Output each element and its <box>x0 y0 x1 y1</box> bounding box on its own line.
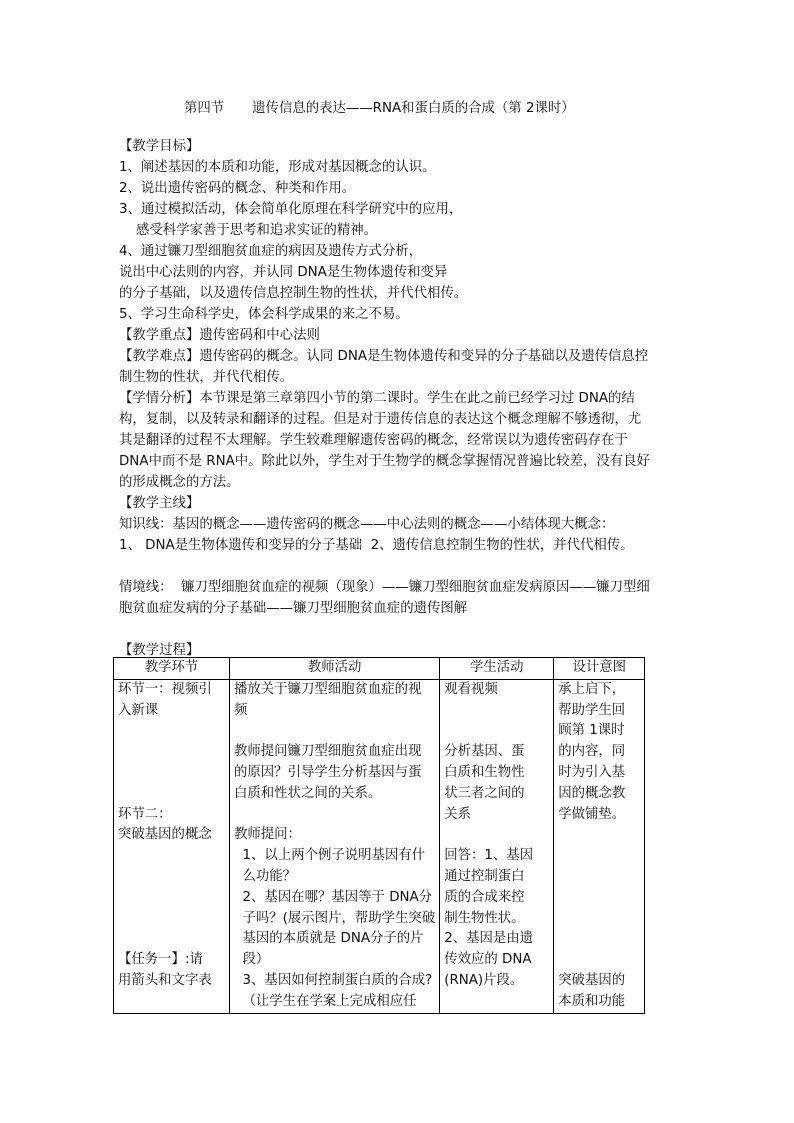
header-student-activity: 学生活动 <box>440 658 554 680</box>
body-line: 其是翻译的过程不太理解。学生较难理解遗传密码的概念，经常误以为遗传密码存在于 <box>119 433 628 448</box>
body-line: 制生物的性状，并代代相传。 <box>119 370 294 385</box>
table-header-row <box>114 658 645 680</box>
body-line: 感受科学家善于思考和追求实证的精神。 <box>119 223 378 238</box>
body-line: 构，复制，以及转录和翻译的过程。但是对于遗传信息的表达这个概念理解不够透彻，尤 <box>119 412 642 427</box>
design-intent-cell: 承上启下， 帮助学生回 顾第 1课时 的内容，同 时为引入基 因的概念教 学做铺垫。 突破基因的 本质和功能 <box>558 681 626 1009</box>
body-line: 【教学主线】 <box>119 496 200 511</box>
teacher-activity-cell: 播放关于镰刀型细胞贫血症的视 频 教师提问镰刀型细胞贫血症出现 的原因？引导学生分析基因与蛋 白质和性状之间的关系。 教师提问： 1、以上两个例子说明基因有什 么功能？ 2、基因在哪？基因等于 DNA分 子吗？(展示图片，帮助学生突破 基因的本质就是 DNA分子的片 段） 3、基因如何控制蛋白质的合成? （让学生在学案上完成相应任 <box>234 681 436 1009</box>
body-line: 的形成概念的方法。 <box>119 475 240 490</box>
student-activity-cell: 观看视频 分析基因、蛋 白质和生物性 状三者之间的 关系 回答：1、基因 通过控制蛋白 质的合成来控 制生物性状。 2、基因是由遗 传效应的 DNA (RNA)片段。 <box>444 681 534 988</box>
section-number: 第四节 <box>184 101 225 116</box>
body-line: 说出中心法则的内容，并认同 DNA是生物体遗传和变异 <box>119 265 448 280</box>
body-line: 【教学重点】遗传密码和中心法则 <box>119 328 320 343</box>
body-line: 【教学目标】 <box>119 139 200 154</box>
body-line: 2、说出遗传密码的概念、种类和作用。 <box>119 181 356 196</box>
title-text: 遗传信息的表达——RNA和蛋白质的合成（第 2课时） <box>252 101 575 116</box>
body-line: 1、 DNA是生物体遗传和变异的分子基础 2、遗传信息控制生物的性状，并代代相传。 <box>119 538 634 553</box>
body-line: 情境线： 镰刀型细胞贫血症的视频（现象）——镰刀型细胞贫血症发病原因——镰刀型细 <box>119 580 650 595</box>
page-title <box>184 97 575 116</box>
body-line: 4、通过镰刀型细胞贫血症的病因及遗传方式分析， <box>119 244 423 259</box>
teaching-process-table <box>113 657 645 1014</box>
body-line: 【教学难点】遗传密码的概念。认同 DNA是生物体遗传和变异的分子基础以及遗传信息控 <box>119 349 649 364</box>
header-stage: 教学环节 <box>114 658 230 680</box>
body-line: DNA中而不是 RNA中。除此以外，学生对于生物学的概念掌握情况普遍比较差，没有良好 <box>119 454 650 469</box>
body-line: 【教学过程】 <box>119 643 200 658</box>
header-teacher-activity: 教师活动 <box>230 658 440 680</box>
body-line: 胞贫血症发病的分子基础——镰刀型细胞贫血症的遗传图解 <box>119 601 468 616</box>
body-line: 5、学习生命科学史，体会科学成果的来之不易。 <box>119 307 409 322</box>
body-line: 的分子基础，以及遗传信息控制生物的性状，并代代相传。 <box>119 286 468 301</box>
body-line: 【学情分析】本节课是第三章第四小节的第二课时。学生在此之前已经学习过 DNA的结 <box>119 391 635 406</box>
table-row <box>114 679 645 1013</box>
header-design-intent: 设计意图 <box>554 658 645 680</box>
stage-cell: 环节一：视频引 入新课 环节二： 突破基因的概念 【任务一】:请 用箭头和文字表 <box>118 681 212 988</box>
body-line: 1、阐述基因的本质和功能，形成对基因概念的认识。 <box>119 160 436 175</box>
body-line: 知识线：基因的概念——遗传密码的概念——中心法则的概念——小结体现大概念： <box>119 517 615 532</box>
body-line: 3、通过模拟活动，体会简单化原理在科学研究中的应用， <box>119 202 463 217</box>
